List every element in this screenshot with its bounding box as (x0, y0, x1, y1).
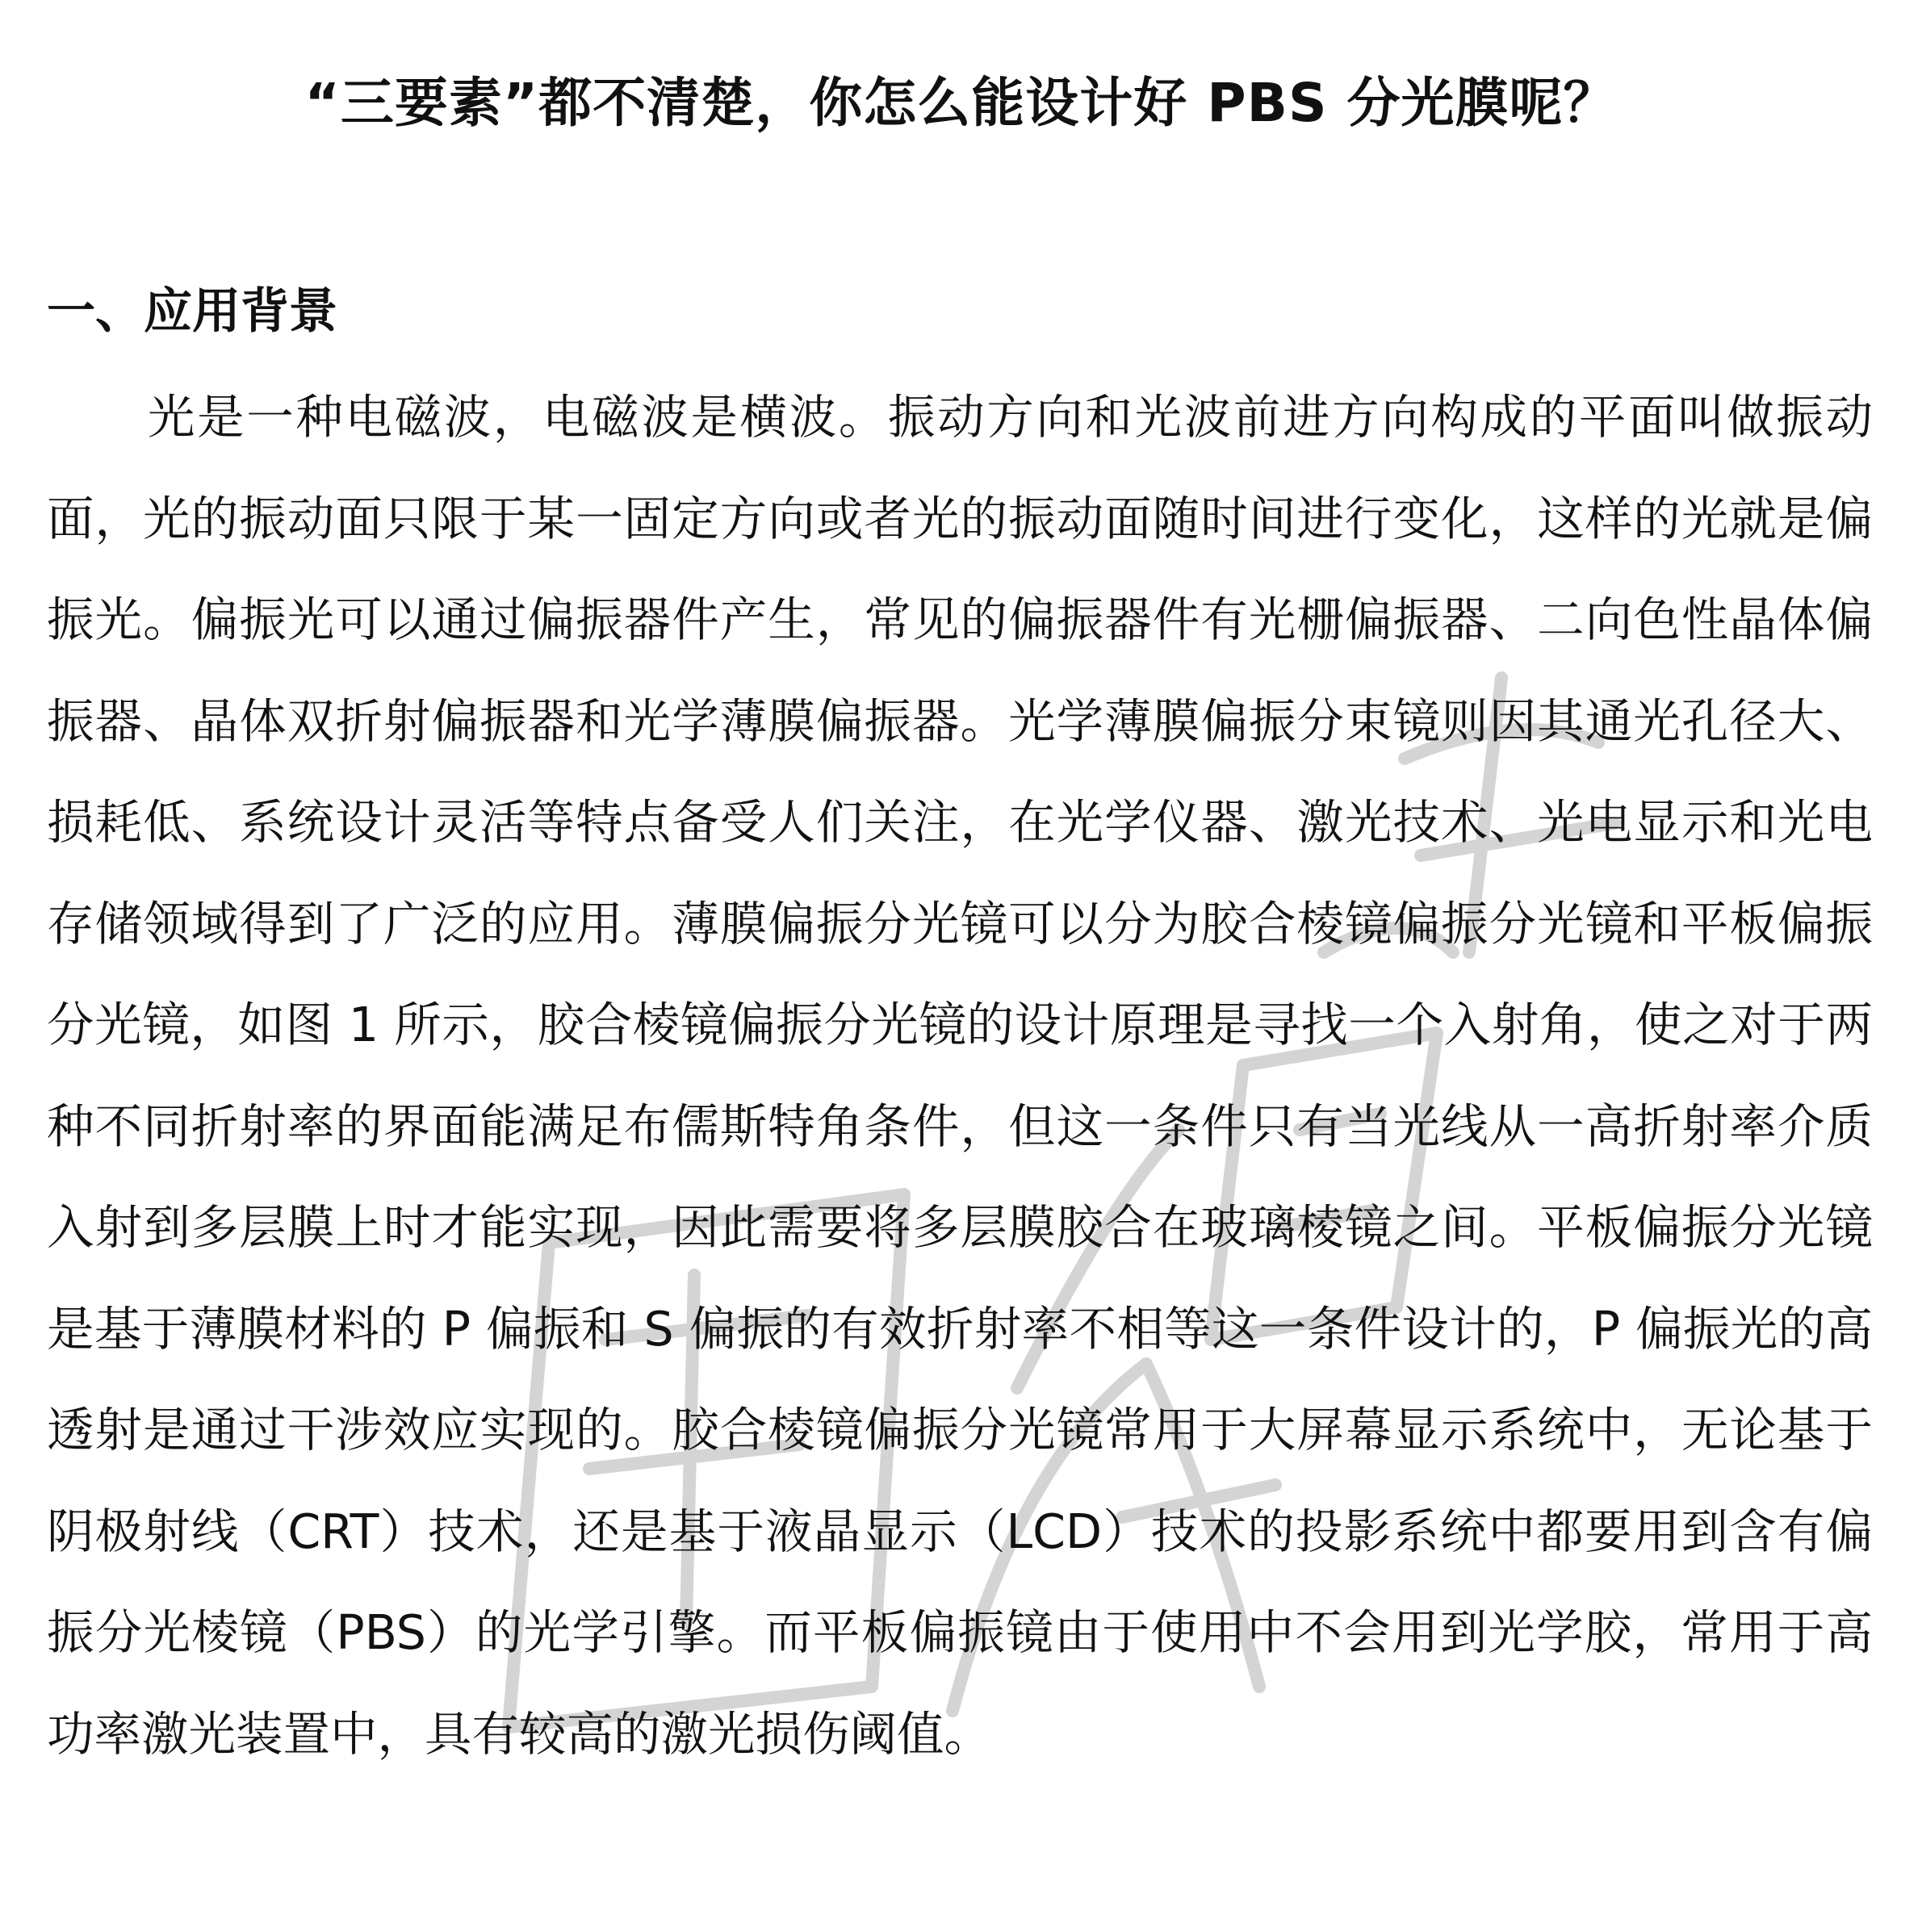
document-title: “三要素”都不清楚，你怎么能设计好 PBS 分光膜呢？ (304, 72, 1618, 134)
section-heading: 一、应用背景 (47, 283, 337, 340)
body-paragraph: 光是一种电磁波，电磁波是横波。振动方向和光波前进方向构成的平面叫做振动面，光的振动面只限于某一固定方向或者光的振动面随时间进行变化，这样的光就是偏振光。偏振光可以通过偏振器件产生，常见的偏振器件有光栅偏振器、二向色性晶体偏振器、晶体双折射偏振器和光学薄膜偏振器。光学薄膜偏振分束镜则因其通光孔径大、损耗低、系统设计灵活等特点备受人们关注，在光学仪器、激光技术、光电显示和光电存储领域得到了广泛的应用。薄膜偏振分光镜可以分为胶合棱镜偏振分光镜和平板偏振分光镜，如图 1 所示，胶合棱镜偏振分光镜的设计原理是寻找一个入射角，使之对于两种不同折射率的界面能满足布儒斯特角条件，但这一条件只有当光线从一高折射率介质入射到多层膜上时才能实现，因此需要将多层膜胶合在玻璃棱镜之间。平板偏振分光镜是基于薄膜材料的 P 偏振和 S 偏振的有效折射率不相等这一条件设计的，P 偏振光的高透射是通过干涉效应实现的。胶合棱镜偏振分光镜常用于大屏幕显示系统中，无论基于阴极射线（CRT）技术，还是基于液晶显示（LCD）技术的投影系统中都要用到含有偏振分光棱镜（PBS）的光学引擎。而平板偏振镜由于使用中不会用到光学胶，常用于高功率激光装置中，具有较高的激光损伤阈值。 (47, 390, 1873, 1762)
